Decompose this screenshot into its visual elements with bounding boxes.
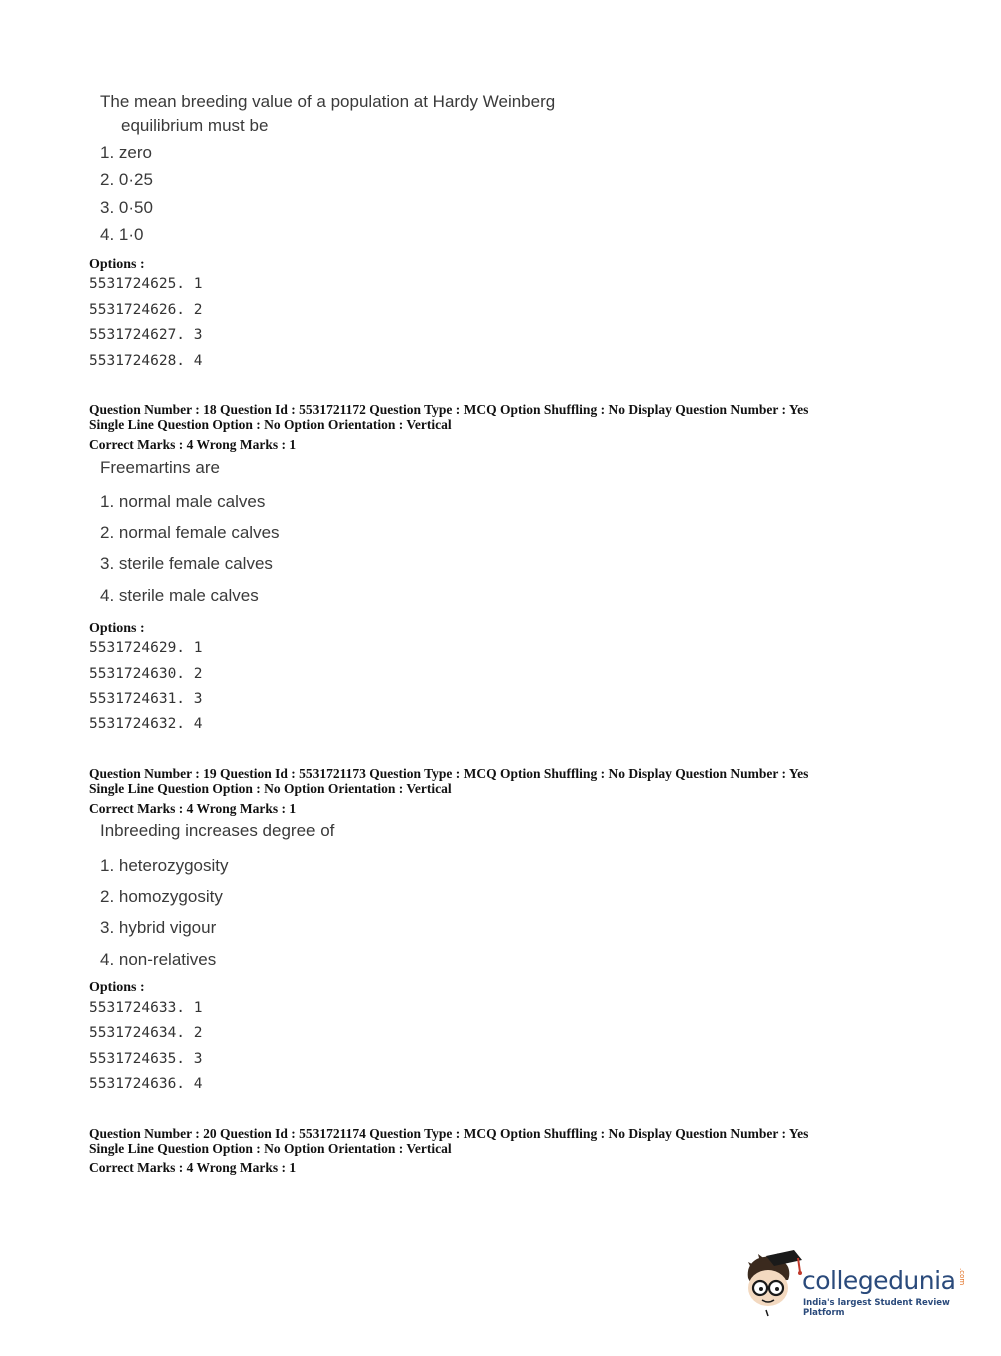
mascot-icon xyxy=(740,1248,802,1318)
choice-1: 1. normal male calves xyxy=(100,492,266,511)
choice-3: 3. hybrid vigour xyxy=(100,918,217,937)
option-id-3: 5531724631. 3 xyxy=(89,691,203,707)
question-meta-line2: Single Line Question Option : No Option Orientation : Vertical xyxy=(89,417,452,432)
logo-suffix: .com xyxy=(958,1268,966,1286)
question-stem-line2: equilibrium must be xyxy=(121,116,269,135)
collegedunia-logo xyxy=(740,1248,970,1318)
question-marks: Correct Marks : 4 Wrong Marks : 1 xyxy=(89,1160,297,1175)
options-label: Options : xyxy=(89,621,145,636)
choice-3: 3. sterile female calves xyxy=(100,554,273,573)
option-id-1: 5531724625. 1 xyxy=(89,276,203,292)
option-id-2: 5531724634. 2 xyxy=(89,1025,203,1041)
question-meta-line1: Question Number : 19 Question Id : 5531721173 Question Type : MCQ Option Shuffling : No Display Question Number : Yes xyxy=(89,766,809,781)
logo-tagline: India's largest Student Review Platform xyxy=(803,1298,950,1318)
options-label: Options : xyxy=(89,257,145,272)
question-meta-line2: Single Line Question Option : No Option Orientation : Vertical xyxy=(89,1141,452,1156)
option-id-4: 5531724628. 4 xyxy=(89,353,203,369)
options-label: Options : xyxy=(89,980,145,995)
question-stem-line1: The mean breeding value of a population at Hardy Weinberg xyxy=(100,92,556,111)
logo-wordmark: collegedunia xyxy=(802,1266,956,1295)
option-id-1: 5531724633. 1 xyxy=(89,1000,203,1016)
option-id-4: 5531724632. 4 xyxy=(89,716,203,732)
choice-4: 4. sterile male calves xyxy=(100,586,259,605)
option-id-2: 5531724630. 2 xyxy=(89,666,203,682)
question-stem: Inbreeding increases degree of xyxy=(100,821,335,840)
option-id-1: 5531724629. 1 xyxy=(89,640,203,656)
choice-2: 2. 0·25 xyxy=(100,170,153,189)
option-id-3: 5531724627. 3 xyxy=(89,327,203,343)
choice-3: 3. 0·50 xyxy=(100,198,153,217)
question-marks: Correct Marks : 4 Wrong Marks : 1 xyxy=(89,801,297,816)
option-id-4: 5531724636. 4 xyxy=(89,1076,203,1092)
question-meta-line1: Question Number : 18 Question Id : 5531721172 Question Type : MCQ Option Shuffling : No Display Question Number : Yes xyxy=(89,402,809,417)
choice-2: 2. normal female calves xyxy=(100,523,280,542)
question-meta-line1: Question Number : 20 Question Id : 5531721174 Question Type : MCQ Option Shuffling : No Display Question Number : Yes xyxy=(89,1126,809,1141)
question-marks: Correct Marks : 4 Wrong Marks : 1 xyxy=(89,437,297,452)
option-id-2: 5531724626. 2 xyxy=(89,302,203,318)
option-id-3: 5531724635. 3 xyxy=(89,1051,203,1067)
question-stem: Freemartins are xyxy=(100,458,220,477)
choice-4: 4. 1·0 xyxy=(100,225,144,244)
choice-1: 1. zero xyxy=(100,143,152,162)
choice-1: 1. heterozygosity xyxy=(100,856,229,875)
choice-4: 4. non-relatives xyxy=(100,950,217,969)
choice-2: 2. homozygosity xyxy=(100,887,223,906)
question-meta-line2: Single Line Question Option : No Option Orientation : Vertical xyxy=(89,781,452,796)
